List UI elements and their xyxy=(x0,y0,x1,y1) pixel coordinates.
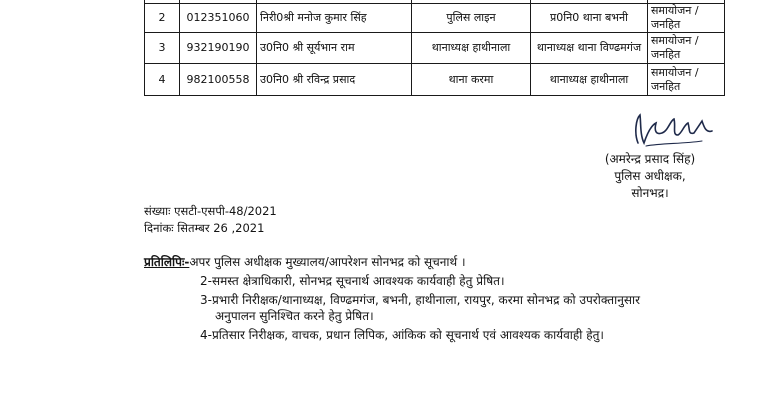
cell-remark: समायोजन / जनहित xyxy=(648,33,725,64)
cell-name: उ0नि0 श्री सूर्यभान राम xyxy=(257,33,412,64)
handwritten-signature xyxy=(632,113,716,149)
order-number: संख्याः एसटी-एसपी-48/2021 xyxy=(144,204,277,218)
officer-district: सोनभद्र। xyxy=(631,186,669,200)
cell-new-post: थानाध्यक्ष हाथीनाला xyxy=(531,64,648,96)
order-date: दिनांकः सितम्बर 26 ,2021 xyxy=(144,221,265,235)
cell-pno: 982100558 xyxy=(180,64,257,96)
copy-to-line-1 xyxy=(144,254,466,270)
cell-serial: 2 xyxy=(145,4,180,33)
cell-serial: 3 xyxy=(145,33,180,64)
cell-pno: 932190190 xyxy=(180,33,257,64)
officer-name: (अमरेन्द्र प्रसाद सिंह) xyxy=(604,152,696,166)
cell-remark: समायोजन / जनहित xyxy=(648,64,725,96)
copy-item-2: 2-समस्त क्षेत्राधिकारी, सोनभद्र सूचनार्थ आवश्यक कार्यवाही हेतु प्रेषित। xyxy=(200,274,505,288)
cell-current-post: थानाध्यक्ष हाथीनाला xyxy=(412,33,531,64)
table-row xyxy=(145,4,725,33)
table-row xyxy=(145,64,725,96)
cell-new-post: प्र0नि0 थाना बभनी xyxy=(531,4,648,33)
copy-item-3-continued: अनुपालन सुनिश्चित करने हेतु प्रेषित। xyxy=(215,309,374,323)
cell-current-post: पुलिस लाइन xyxy=(412,4,531,33)
officer-designation: पुलिस अधीक्षक, xyxy=(614,169,686,183)
cell-name: उ0नि0 श्री रविन्द्र प्रसाद xyxy=(257,64,412,96)
transfer-table xyxy=(144,0,725,96)
cell-new-post: थानाध्यक्ष थाना विण्ढमगंज xyxy=(531,33,648,64)
copy-item-3: 3-प्रभारी निरीक्षक/थानाध्यक्ष, विण्ढमगंज, बभनी, हाथीनाला, रायपुर, करमा सोनभद्र को उपरोक्तानुसार xyxy=(200,293,640,307)
copy-to-label: प्रतिलिपिः- xyxy=(144,255,190,269)
signature-block xyxy=(560,151,740,202)
table-row xyxy=(145,33,725,64)
copy-item-4: 4-प्रतिसार निरीक्षक, वाचक, प्रधान लिपिक, आंकिक को सूचनार्थ एवं आवश्यक कार्यवाही हेतु। xyxy=(200,328,604,342)
cell-serial: 4 xyxy=(145,64,180,96)
copy-item-1: अपर पुलिस अधीक्षक मुख्यालय/आपरेशन सोनभद्र को सूचनार्थ । xyxy=(189,255,466,269)
cell-name: निरी0श्री मनोज कुमार सिंह xyxy=(257,4,412,33)
cell-current-post: थाना करमा xyxy=(412,64,531,96)
cell-pno: 012351060 xyxy=(180,4,257,33)
cell-remark: समायोजन / जनहित xyxy=(648,4,725,33)
